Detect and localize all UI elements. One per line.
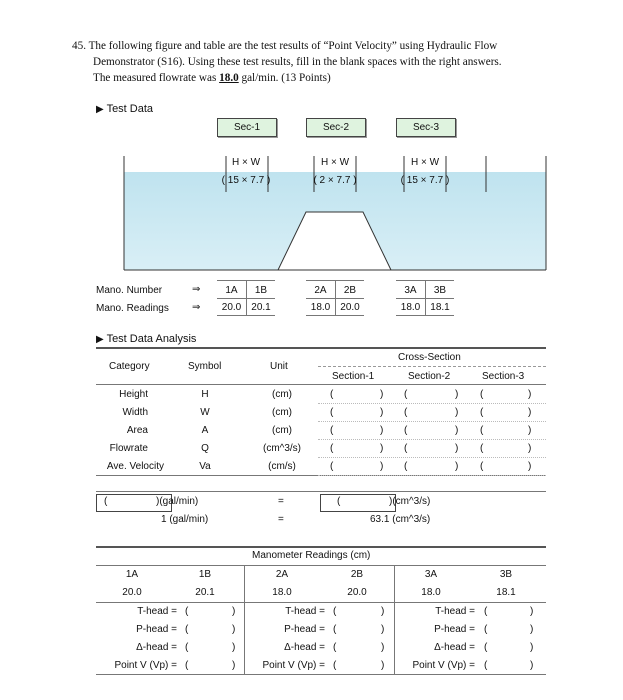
answer-blank-close: ) bbox=[380, 425, 384, 436]
question-line-3: The measured flowrate was 18.0 gal/min. (13 Points) bbox=[93, 72, 331, 84]
triangle-bullet-icon: ▶ bbox=[96, 334, 104, 345]
triangle-bullet-icon: ▶ bbox=[96, 104, 104, 115]
answer-blank-open[interactable]: ( bbox=[333, 642, 337, 653]
answer-blank-open[interactable]: ( bbox=[333, 660, 337, 671]
section-label-1: Sec-1 bbox=[217, 118, 277, 137]
manometer-col-value: 18.1 bbox=[496, 587, 516, 598]
question-line-1: 45. The following figure and table are the test results of “Point Velocity” using Hydraulic Flow bbox=[72, 40, 498, 52]
row-category: Width bbox=[122, 407, 148, 418]
sec3-dims: ( 15 × 7.7 ) bbox=[400, 175, 450, 186]
answer-blank-close: ) bbox=[455, 389, 459, 400]
mano-number-2b: 2B bbox=[343, 285, 357, 296]
answer-blank-open[interactable]: ( bbox=[404, 407, 408, 418]
sec2-dims: ( 2 × 7.7 ) bbox=[313, 175, 357, 186]
answer-blank-close: ) bbox=[232, 660, 236, 671]
answer-blank-open[interactable]: ( bbox=[333, 624, 337, 635]
mano-reading-3b: 18.1 bbox=[430, 302, 450, 313]
answer-blank-close: ) bbox=[381, 660, 385, 671]
header-section-3: Section-3 bbox=[482, 371, 525, 382]
equals-sign: = bbox=[278, 514, 284, 525]
section-label-3: Sec-3 bbox=[396, 118, 456, 137]
answer-blank-open[interactable]: ( bbox=[480, 407, 484, 418]
mano-number-label: Mano. Number bbox=[96, 285, 163, 296]
answer-blank-open[interactable]: ( bbox=[404, 443, 408, 454]
mano-number-2a: 2A bbox=[314, 285, 327, 296]
answer-blank-open[interactable]: ( bbox=[484, 624, 488, 635]
manometer-col-header: 1B bbox=[198, 569, 212, 580]
answer-blank-close: ) bbox=[232, 606, 236, 617]
answer-blank-close: ) bbox=[528, 389, 532, 400]
row-category: Area bbox=[126, 425, 148, 436]
answer-blank-open[interactable]: ( bbox=[404, 389, 408, 400]
answer-blank-close: ) bbox=[380, 407, 384, 418]
test-data-heading: ▶ Test Data bbox=[96, 103, 154, 115]
row-symbol: H bbox=[201, 389, 209, 400]
flowrate-value: 18.0 bbox=[219, 72, 239, 84]
manometer-row-label: Δ-head = bbox=[284, 642, 325, 653]
mano-reading-1a: 20.0 bbox=[221, 302, 242, 313]
sec3-hw: H × W bbox=[410, 157, 440, 168]
arrow-icon: ⇒ bbox=[192, 284, 201, 295]
manometer-row-label: Point V (Vp) = bbox=[114, 660, 177, 671]
answer-blank-open[interactable]: ( bbox=[480, 389, 484, 400]
row-symbol: W bbox=[200, 407, 210, 418]
cm-open-paren: ( bbox=[337, 496, 341, 507]
answer-blank-open[interactable]: ( bbox=[480, 461, 484, 472]
answer-blank-open[interactable]: ( bbox=[484, 660, 488, 671]
cm-answer-input[interactable] bbox=[320, 494, 396, 512]
answer-blank-open[interactable]: ( bbox=[330, 407, 334, 418]
answer-blank-close: ) bbox=[380, 443, 384, 454]
manometer-col-value: 18.0 bbox=[421, 587, 441, 598]
header-category: Category bbox=[109, 361, 150, 372]
answer-blank-close: ) bbox=[528, 407, 532, 418]
ref-gal: 1 (gal/min) bbox=[161, 514, 209, 525]
row-unit: (cm) bbox=[272, 425, 292, 436]
row-symbol: Q bbox=[201, 443, 209, 454]
answer-blank-close: ) bbox=[455, 461, 459, 472]
answer-blank-open[interactable]: ( bbox=[185, 642, 189, 653]
section-label-2: Sec-2 bbox=[306, 118, 366, 137]
manometer-col-value: 18.0 bbox=[272, 587, 292, 598]
cm-unit: )(cm^3/s) bbox=[389, 496, 431, 507]
manometer-row-label: Δ-head = bbox=[136, 642, 177, 653]
answer-blank-open[interactable]: ( bbox=[484, 606, 488, 617]
manometer-col-value: 20.1 bbox=[195, 587, 215, 598]
answer-blank-open[interactable]: ( bbox=[480, 443, 484, 454]
answer-blank-close: ) bbox=[380, 461, 384, 472]
manometer-row-label: Point V (Vp) = bbox=[412, 660, 475, 671]
answer-blank-open[interactable]: ( bbox=[185, 606, 189, 617]
mano-readings-label: Mano. Readings bbox=[96, 303, 169, 314]
sec1-hw: H × W bbox=[231, 157, 261, 168]
header-unit: Unit bbox=[270, 361, 288, 372]
sec2-hw: H × W bbox=[320, 157, 350, 168]
ref-cm: 63.1 (cm^3/s) bbox=[370, 514, 431, 525]
header-section-2: Section-2 bbox=[408, 371, 451, 382]
mano-reading-2b: 20.0 bbox=[340, 302, 360, 313]
answer-blank-open[interactable]: ( bbox=[330, 425, 334, 436]
row-symbol: A bbox=[201, 425, 209, 436]
answer-blank-open[interactable]: ( bbox=[480, 425, 484, 436]
manometer-row-label: P-head = bbox=[136, 624, 177, 635]
manometer-col-header: 2A bbox=[275, 569, 289, 580]
answer-blank-close: ) bbox=[530, 606, 534, 617]
manometer-col-header: 1A bbox=[125, 569, 139, 580]
answer-blank-close: ) bbox=[381, 642, 385, 653]
answer-blank-close: ) bbox=[528, 461, 532, 472]
mano-number-3a: 3A bbox=[404, 285, 417, 296]
answer-blank-close: ) bbox=[232, 642, 236, 653]
answer-blank-close: ) bbox=[530, 624, 534, 635]
manometer-col-value: 20.0 bbox=[122, 587, 142, 598]
analysis-heading: ▶ Test Data Analysis bbox=[96, 333, 197, 345]
row-category: Ave. Velocity bbox=[106, 461, 164, 472]
answer-blank-open[interactable]: ( bbox=[185, 660, 189, 671]
sec1-dims: ( 15 × 7.7 ) bbox=[221, 175, 271, 186]
answer-blank-close: ) bbox=[455, 425, 459, 436]
gal-unit: )(gal/min) bbox=[156, 496, 199, 507]
answer-blank-close: ) bbox=[381, 606, 385, 617]
answer-blank-close: ) bbox=[530, 642, 534, 653]
answer-blank-open[interactable]: ( bbox=[330, 389, 334, 400]
row-unit: (cm/s) bbox=[268, 461, 296, 472]
answer-blank-open[interactable]: ( bbox=[185, 624, 189, 635]
row-unit: (cm^3/s) bbox=[262, 443, 302, 454]
answer-blank-close: ) bbox=[380, 389, 384, 400]
answer-blank-open[interactable]: ( bbox=[330, 443, 334, 454]
mano-reading-3a: 18.0 bbox=[400, 302, 421, 313]
answer-blank-close: ) bbox=[530, 660, 534, 671]
manometer-row-label: P-head = bbox=[284, 624, 325, 635]
manometer-row-label: Δ-head = bbox=[434, 642, 475, 653]
answer-blank-close: ) bbox=[232, 624, 236, 635]
answer-blank-open[interactable]: ( bbox=[404, 425, 408, 436]
manometer-row-label: Point V (Vp) = bbox=[262, 660, 325, 671]
mano-number-3b: 3B bbox=[433, 285, 447, 296]
manometer-col-header: 3A bbox=[424, 569, 438, 580]
answer-blank-close: ) bbox=[455, 407, 459, 418]
answer-blank-open[interactable]: ( bbox=[333, 606, 337, 617]
question-line-2: Demonstrator (S16). Using these test results, fill in the blank spaces with the right answers. bbox=[93, 56, 502, 68]
answer-blank-close: ) bbox=[528, 443, 532, 454]
manometer-row-label: P-head = bbox=[434, 624, 475, 635]
header-cross-section: Cross-Section bbox=[398, 352, 461, 363]
mano-number-1a: 1A bbox=[225, 285, 238, 296]
manometer-row-label: T-head = bbox=[137, 606, 177, 617]
manometer-row-label: T-head = bbox=[435, 606, 475, 617]
answer-blank-close: ) bbox=[381, 624, 385, 635]
row-unit: (cm) bbox=[272, 389, 292, 400]
mano-reading-2a: 18.0 bbox=[310, 302, 331, 313]
gal-open-paren: ( bbox=[104, 496, 108, 507]
manometer-col-value: 20.0 bbox=[347, 587, 367, 598]
header-section-1: Section-1 bbox=[332, 371, 375, 382]
answer-blank-open[interactable]: ( bbox=[404, 461, 408, 472]
manometer-row-label: T-head = bbox=[285, 606, 325, 617]
row-category: Height bbox=[119, 389, 148, 400]
row-unit: (cm) bbox=[272, 407, 292, 418]
answer-blank-open[interactable]: ( bbox=[330, 461, 334, 472]
manometer-col-header: 3B bbox=[499, 569, 513, 580]
manometer-title: Manometer Readings (cm) bbox=[252, 550, 371, 561]
row-symbol: Va bbox=[199, 461, 211, 472]
answer-blank-close: ) bbox=[528, 425, 532, 436]
equals-sign: = bbox=[278, 496, 284, 507]
arrow-icon: ⇒ bbox=[192, 302, 201, 313]
answer-blank-open[interactable]: ( bbox=[484, 642, 488, 653]
row-category: Flowrate bbox=[109, 443, 148, 454]
answer-blank-close: ) bbox=[455, 443, 459, 454]
mano-reading-1b: 20.1 bbox=[251, 302, 271, 313]
mano-number-1b: 1B bbox=[254, 285, 268, 296]
manometer-col-header: 2B bbox=[350, 569, 364, 580]
header-symbol: Symbol bbox=[188, 361, 222, 372]
